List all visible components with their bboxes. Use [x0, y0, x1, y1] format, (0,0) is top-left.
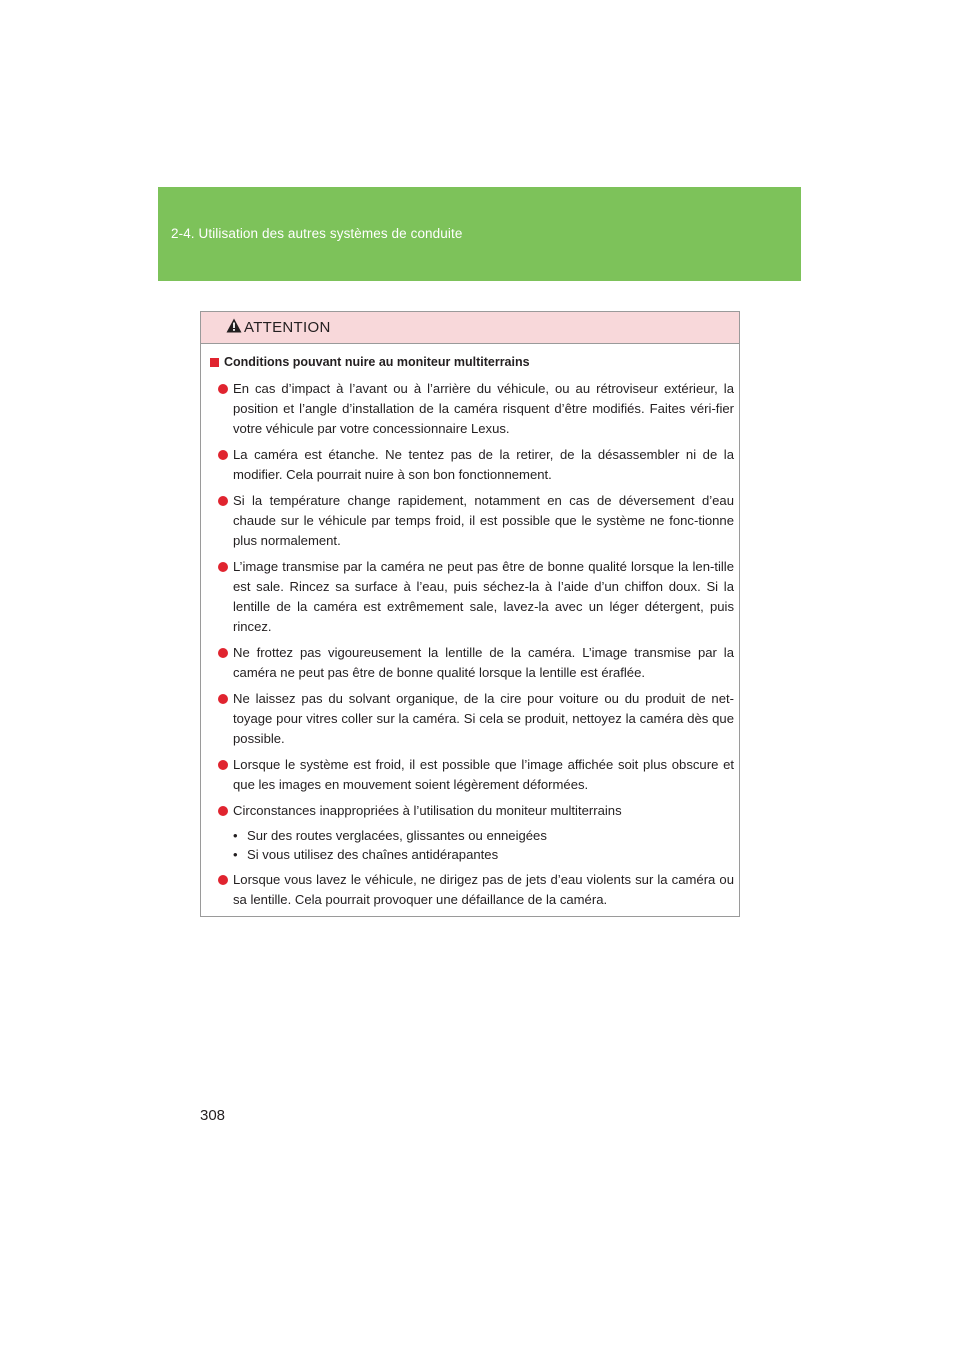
list-item-text: Circonstances inappropriées à l’utilisation du moniteur multiterrains — [233, 803, 622, 818]
sub-list-item-text: Si vous utilisez des chaînes antidérapantes — [247, 847, 499, 862]
list-item-text: Si la température change rapidement, notamment en cas de déversement d’eau chaude sur le véhicule par temps froid, il est possible que le système ne fonc-tionne plus normalement. — [233, 493, 734, 548]
red-bullet-icon — [218, 648, 228, 658]
list-item — [218, 689, 734, 749]
list-item — [218, 379, 734, 439]
section-header-band — [158, 187, 801, 281]
list-item — [218, 491, 734, 551]
warning-section-title — [210, 355, 530, 369]
sub-list-item — [233, 826, 734, 845]
list-item — [218, 755, 734, 795]
warning-section-title-text: Conditions pouvant nuire au moniteur multiterrains — [224, 355, 530, 369]
warning-items — [218, 379, 734, 916]
sub-list-item-text: Sur des routes verglacées, glissantes ou enneigées — [247, 828, 547, 843]
sub-bullet: • — [233, 828, 238, 843]
sub-list-item — [233, 845, 734, 864]
sub-list — [233, 826, 734, 864]
red-bullet-icon — [218, 760, 228, 770]
warning-box — [200, 311, 740, 917]
warning-label: ATTENTION — [244, 319, 331, 336]
red-bullet-icon — [218, 384, 228, 394]
list-item-text: L’image transmise par la caméra ne peut pas être de bonne qualité lorsque la len-tille est sale. Rincez sa surface à l’eau, puis séchez-la à l’aide d’un chiffon doux. Si la lentille de la caméra est extrêmement sale, lavez-la avec un léger détergent, puis rincez. — [233, 559, 734, 634]
sub-bullet: • — [233, 847, 238, 862]
red-bullet-icon — [218, 806, 228, 816]
list-item-text: Ne frottez pas vigoureusement la lentille de la caméra. L’image transmise par la caméra ne peut pas être de bonne qualité lorsque la lentille est éraflée. — [233, 645, 734, 680]
list-item-text: En cas d’impact à l’avant ou à l’arrière du véhicule, ou au rétroviseur extérieur, la position et l’angle d’installation de la caméra risquent d’être modifiés. Faites véri-fier votre véhicule par votre concessionnaire Lexus. — [233, 381, 734, 436]
list-item-text: Lorsque vous lavez le véhicule, ne dirigez pas de jets d’eau violents sur la caméra ou sa lentille. Cela pourrait provoquer une défaillance de la caméra. — [233, 872, 734, 907]
red-bullet-icon — [218, 450, 228, 460]
list-item-text: Lorsque le système est froid, il est possible que l’image affichée soit plus obscure et que les images en mouvement soient légèrement déformées. — [233, 757, 734, 792]
page-number: 308 — [200, 1107, 226, 1124]
warning-header — [201, 312, 739, 344]
red-bullet-icon — [218, 875, 228, 885]
red-square-icon — [210, 358, 219, 367]
red-bullet-icon — [218, 496, 228, 506]
red-bullet-icon — [218, 694, 228, 704]
list-item — [218, 643, 734, 683]
list-item — [218, 445, 734, 485]
list-item-text: La caméra est étanche. Ne tentez pas de la retirer, de la désassembler ni de la modifier. Cela pourrait nuire à son bon fonctionnement. — [233, 447, 734, 482]
list-item — [218, 870, 734, 910]
red-bullet-icon — [218, 562, 228, 572]
warning-triangle-icon — [226, 318, 242, 333]
section-title: 2-4. Utilisation des autres systèmes de conduite — [171, 226, 463, 241]
list-item — [218, 801, 734, 864]
list-item-text: Ne laissez pas du solvant organique, de la cire pour voiture ou du produit de net-toyage pour vitres coller sur la caméra. Si cela se produit, nettoyez la caméra dès que possible. — [233, 691, 734, 746]
list-item — [218, 557, 734, 637]
